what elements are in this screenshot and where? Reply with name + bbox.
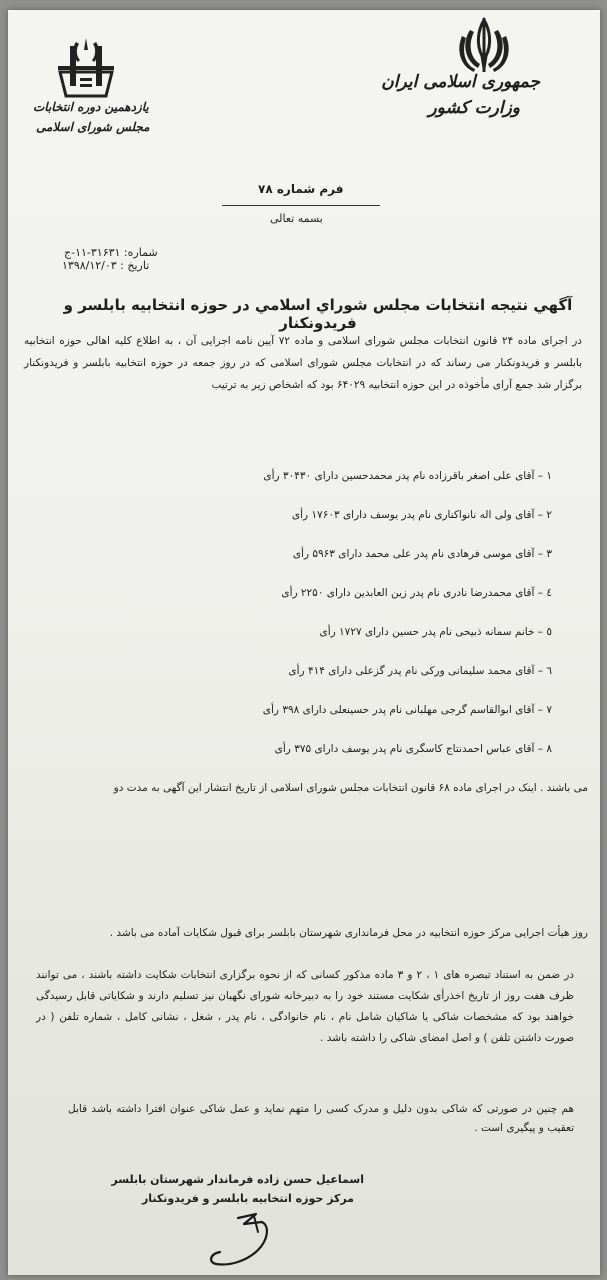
complaints-office-line: روز هیأت اجرایی مرکز حوزه انتخابیه در محل فرمانداری شهرستان بابلسر برای قبول شکایات آماده می باشد . [109, 927, 588, 939]
election-org-line-1: یازدهمین دوره انتخابات [33, 100, 149, 114]
ministry-line-2: وزارت کشور [428, 98, 520, 118]
iran-emblem-icon [456, 16, 512, 76]
intro-paragraph: در اجرای ماده ۲۴ قانون انتخابات مجلس شورای اسلامی و ماده ۷۲ آیین نامه اجرایی آن ، به اطلاع کلیه اهالی حوزه انتخابیه بابلسر و فریدونکنار می رساند که در انتخابات مجلس شورای اسلامی که در روز جمعه در حوزه انتخابیه بابلسر و فریدونکنار برگزار شد جمع آرای مأخوذه در این حوزه انتخابیه ۶۴۰۲۹ بود که اشخاص زیر به ترتیب [24, 335, 582, 391]
candidate-item: ٦ – آقای محمد سلیمانی ورکی نام پدر گزعلی دارای ۴۱۴ رأی [288, 665, 552, 677]
candidate-item: ۷ – آقای ابوالقاسم گرجی مهلبانی نام پدر حسینعلی دارای ۳۹۸ رأی [262, 704, 552, 716]
election-org-line-2: مجلس شورای اسلامی [36, 120, 150, 134]
candidate-list [32, 466, 552, 778]
bismillah: بسمه تعالی [270, 212, 323, 225]
letter-number: شماره: ۳۱۶۳۱-۱۱-ج [64, 246, 158, 259]
ballot-box-logo-icon [50, 36, 122, 98]
complaint-paragraph: در ضمن به استناد تبصره های ۱ ، ۲ و ۳ ماده مذکور کسانی که از نحوه برگزاری انتخابات شکایت داشته باشند ، می توانند ظرف هفت روز از تاریخ اخذرأی شکایت مستند خود را به دبیرخانه شورای نگهبان نیز تسلیم دارند و شکایاتی قابل رسیدگی خواهند بود که مشخصات شاکی یا شاکیان شامل نام ، نام خانوادگی ، نام پدر ، شغل ، نشانی کامل ، شماره تلفن ( در صورت داشتن تلفن ) و اصل امضای شاکی را داشته باشد . [36, 969, 574, 1044]
candidate-item: ۸ – آقای عباس احمدنتاج کاسگری نام پدر یوسف دارای ۳۷۵ رأی [274, 743, 552, 755]
header-divider [222, 205, 380, 206]
ministry-line-1: جمهوری اسلامی ایران [381, 72, 540, 92]
letter-date: تاریخ : ۱۳۹۸/۱۲/۰۳ [62, 259, 150, 272]
signatory-office: مرکز حوزه انتخابیه بابلسر و فریدونکنار [141, 1192, 354, 1205]
candidate-item: ٥ – خانم سمانه ذبیحی نام پدر حسین دارای ۱۷۲۷ رأی [319, 626, 552, 638]
candidate-item: ٤ – آقای محمدرضا نادری نام پدر زین العابدین دارای ۲۲۵۰ رأی [281, 587, 552, 599]
document-page [8, 10, 600, 1275]
candidate-item: ۲ – آقای ولی اله نانواکناری نام پدر یوسف دارای ۱۷۶۰۳ رأی [291, 509, 552, 521]
closing-paragraph: هم چنین در صورتی که شاکی بدون دلیل و مدرک کسی را متهم نماید و عمل شاکی عنوان افترا داشته باشد قابل تعقیب و پیگیری است . [68, 1103, 574, 1134]
form-number: فرم شماره ۷۸ [258, 182, 344, 196]
candidate-item: ۳ – آقای موسی فرهادی نام پدر علی محمد دارای ۵۹۶۳ رأی [292, 548, 552, 560]
signatory-name: اسماعیل حسن زاده فرماندار شهرستان بابلسر [111, 1173, 364, 1186]
continuation-line: می باشند . اینک در اجرای ماده ۶۸ قانون انتخابات مجلس شورای اسلامی از تاریخ انتشار این آگهی به مدت دو [113, 782, 588, 794]
candidate-item: ۱ – آقای علی اصغر باقرزاده نام پدر محمدحسین دارای ۳۰۴۳۰ رأی [263, 470, 552, 482]
handwritten-signature [198, 1206, 308, 1276]
announcement-title: آگهي نتيجه انتخابات مجلس شوراي اسلامي در حوزه انتخابيه بابلسر و فريدونكنار [63, 296, 573, 332]
